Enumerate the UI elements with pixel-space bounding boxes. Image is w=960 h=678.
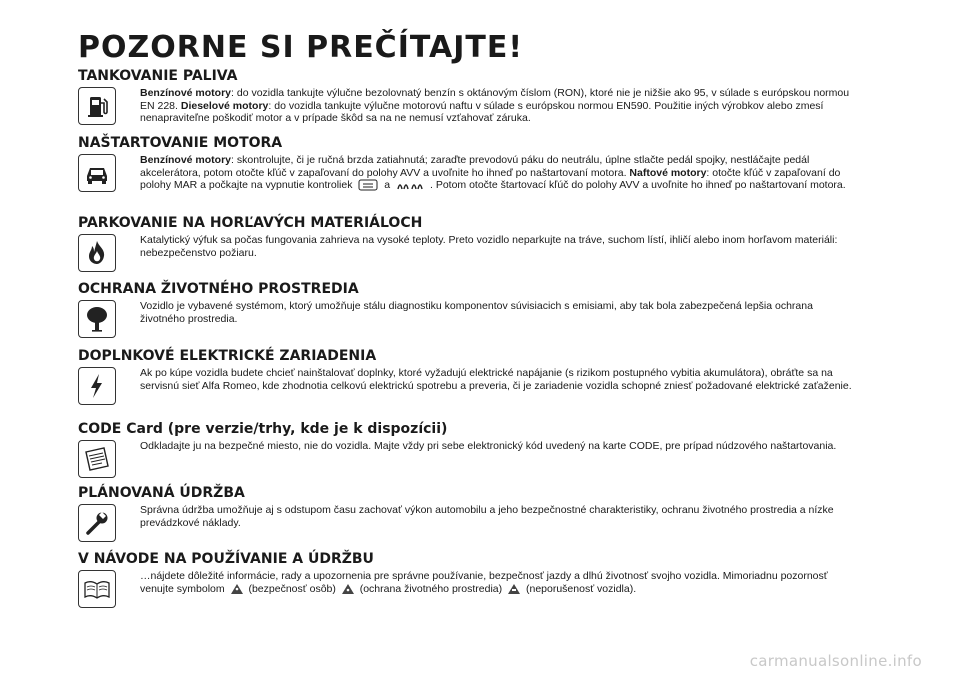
section-code-card [78,420,878,478]
section-environment [78,280,878,338]
label-petrol: Benzínové motory [140,87,232,99]
section-text: Správna údržba umožňuje aj s odstupom času zachovať výkon automobilu a jeho bezpečnostné charakteristiky, ochranu životného prostredia a nízke prevádzkové náklady. [140,504,834,529]
text-environment: (ochrana životného prostredia) [359,582,503,595]
section-manual [78,550,878,608]
warning-light-icon [357,179,379,191]
flame-icon [78,234,116,272]
section-text [140,154,860,192]
section-text: Odkladajte ju na bezpečné miesto, nie do vozidla. Majte vždy pri sebe elektronický kód uvedený na karte CODE, pre prípad núdzového naštartovania. [140,440,837,452]
section-text: Katalytický výfuk sa počas fungovania zahrieva na vysoké teploty. Preto vozidlo neparkujte na tráve, suchom lístí, ihličí alebo inom horľavom materiáli: nebezpečenstvo požiaru. [140,234,838,259]
section-text: Ak po kúpe vozidla budete chcieť nainštalovať doplnky, ktoré vyžadujú elektrické napájanie (s rizikom postupného vybitia akumulátora), obráťte sa na servisnú sieť Alfa Romeo, kde zhodnotia celkovú elektrickú spotrebu a preveria, či je zariadenie vozidla schopné zniesť požadované elektrické zaťaženie. [140,367,852,392]
book-icon [78,570,116,608]
wrench-icon [78,504,116,542]
warning-person-icon [230,583,244,595]
section-heading: TANKOVANIE PALIVA [78,68,238,84]
label-petrol: Benzínové motory [140,154,232,166]
section-fuel [78,67,878,125]
tree-icon [78,300,116,338]
label-diesel: Dieselové motory [180,99,269,112]
text-intro: …nájdete dôležité informácie, rady a upozornenia pre správne používanie, bezpečnosť jazdy a dlhú životnosť svojho vozidla. Mimoriadnu pozornosť venujte symbolom [140,570,828,595]
fuel-pump-icon [78,87,116,125]
text-diesel: : do vozidla tankujte výlučne motorovú naftu v súlade s európskou normou EN590. Použitie iných výrobkov alebo zmesí nenapraviteľne poškodiť motor a v prípade škôd sa na ne nemusí vzťahovať záruka. [140,99,824,124]
section-text [140,570,860,608]
section-electrical [78,347,878,405]
lightning-icon [78,367,116,405]
page-title: POZORNE SI PREČÍTAJTE! [78,30,524,65]
section-heading: NAŠTARTOVANIE MOTORA [78,135,283,151]
section-text [140,87,860,125]
warning-vehicle-icon [507,583,521,595]
section-heading: CODE Card (pre verzie/trhy, kde je k dispozícii) [78,421,448,437]
car-icon [78,154,116,192]
section-parking [78,214,878,272]
section-heading: OCHRANA ŽIVOTNÉHO PROSTREDIA [78,281,359,297]
label-diesel: Naftové motory [629,166,707,179]
text-vehicle: (neporušenosť vozidla). [525,582,637,595]
section-heading: V NÁVODE NA POUŽÍVANIE A ÚDRŽBU [78,551,374,567]
section-heading: PLÁNOVANÁ ÚDRŽBA [78,485,245,501]
glow-plug-icon [395,179,425,191]
section-text: Vozidlo je vybavené systémom, ktorý umožňuje stálu diagnostiku komponentov súvisiacich s emisiami, aby tak bola zabezpečená lepšia ochrana životného prostredia. [140,300,813,325]
text-petrol: : do vozidla tankujte výlučne bezolovnatý benzín s oktánovým číslom (RON), ktoré nie je nižšie ako 95, v súlade s európskou normou EN 228. [140,87,850,112]
section-heading: PARKOVANIE NA HORĽAVÝCH MATERIÁLOCH [78,215,423,231]
section-start-engine [78,134,878,192]
section-maintenance [78,484,878,542]
text-petrol: : skontrolujte, či je ručná brzda zatiahnutá; zaraďte prevodovú páku do neutrálu, úplne stlačte pedál spojky, nestláčajte pedál akcelerátora, potom otočte kľúč v zapaľovaní do polohy AVV a uvoľnite ho ihneď po naštartovaní motora. [140,154,810,179]
text-diesel-b: a [384,179,391,191]
watermark: carmanualsonline.info [749,652,922,670]
text-safety: (bezpečnosť osôb) [248,582,336,595]
text-diesel-c: . Potom otočte štartovací kľúč do polohy AVV a uvoľnite ho ihneď po naštartovaní motora. [429,179,846,191]
text-diesel-a: : otočte kľúč v zapaľovaní do polohy MAR a počkajte na vypnutie kontroliek [140,166,841,191]
warning-environment-icon [341,583,355,595]
section-heading: DOPLNKOVÉ ELEKTRICKÉ ZARIADENIA [78,348,377,364]
card-icon [78,440,116,478]
